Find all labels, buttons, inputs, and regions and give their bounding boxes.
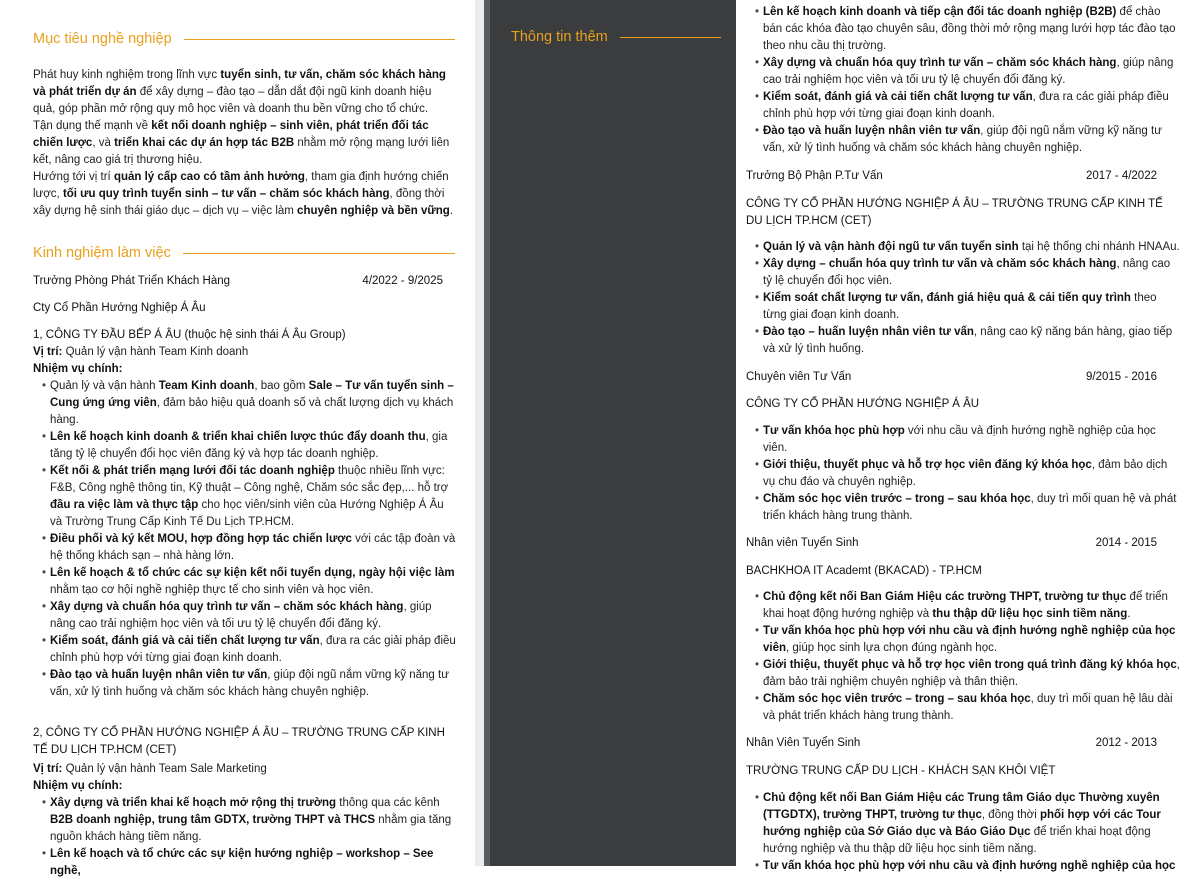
job-title: Nhân viên Tuyển Sinh — [746, 537, 859, 549]
job-title: Nhân Viên Tuyển Sinh — [746, 737, 861, 749]
position-line — [33, 761, 453, 778]
bullet-item: • Xây dựng và chuẩn hóa quy trình tư vấn – chăm sóc khách hàng, giúp nâng cao trải nghiệm học viên và tối ưu tỷ lệ chuyển đổi đăng ký. — [746, 55, 1182, 89]
section-title: Thông tin thêm — [511, 29, 608, 45]
duty-line — [33, 778, 453, 795]
company-name: Cty Cổ Phần Hướng Nghiệp Á Âu — [33, 302, 206, 314]
bullet-item: • Xây dựng và triển khai kế hoạch mở rộng thị trường thông qua các kênh B2B doanh nghiệp, trung tâm GDTX, trường THPT và THCS nhằm gia tăng nguồn khách hàng tiềm năng. — [33, 795, 457, 846]
job-dates: 9/2015 - 2016 — [1086, 371, 1157, 383]
position-line — [33, 344, 453, 361]
job-row — [746, 737, 1157, 749]
bullet-item: • Tư vấn khóa học phù hợp với nhu cầu và định hướng nghề nghiệp của học — [746, 858, 1182, 875]
duty-list — [746, 4, 1182, 157]
position-label: Vị trí: — [33, 763, 63, 775]
bullet-item: • Kết nối & phát triển mạng lưới đối tác doanh nghiệp thuộc nhiều lĩnh vực: F&B, Công nghệ thông tin, Kỹ thuật – Công nghệ, Chăm sóc sắc đẹp,... hỗ trợ đầu ra việc làm và thực tập cho học viên/sinh viên của Hướng Nghiệp Á Âu và Trường Trung Cấp Kinh Tế Du Lịch TP.HCM. — [33, 463, 457, 531]
bullet-item: • Chủ động kết nối Ban Giám Hiệu các trường THPT, trường tư thục để triển khai hoạt động hướng nghiệp và thu thập dữ liệu học sinh tiềm năng. — [746, 589, 1182, 623]
position-value: Quản lý vận hành Team Sale Marketing — [62, 763, 267, 775]
job-dates: 2017 - 4/2022 — [1086, 170, 1157, 182]
career-goal-paragraph: Hướng tới vị trí quản lý cấp cao có tầm ảnh hưởng, tham gia định hướng chiến lược, tối ưu quy trình tuyển sinh – tư vấn – chăm sóc khách hàng, đồng thời xây dựng hệ sinh thái giáo dục – dịch vụ – việc làm chuyên nghiệp và bền vững. — [33, 171, 453, 217]
right-page — [736, 0, 1189, 872]
bullet-item: • Lên kế hoạch và tổ chức các sự kiện hướng nghiệp – workshop – See nghề, — [33, 846, 457, 880]
experience-header — [33, 245, 455, 261]
bullet-item: • Kiểm soát, đánh giá và cải tiến chất lượng tư vấn, đưa ra các giải pháp điều chỉnh phù hợp với từng giai đoạn kinh doanh. — [33, 633, 457, 667]
section-title: Mục tiêu nghề nghiệp — [33, 31, 172, 47]
career-goal-text — [33, 67, 453, 220]
bullet-item: • Lên kế hoạch kinh doanh và tiếp cận đối tác doanh nghiệp (B2B) để chào bán các khóa đào tạo chuyên sâu, đồng thời mở rộng mạng lưới hợp tác đào tạo theo nhu cầu thị trường. — [746, 4, 1182, 55]
career-goal-header — [33, 31, 455, 47]
page-gap — [475, 0, 484, 866]
position-value: Quản lý vận hành Team Kinh doanh — [62, 346, 249, 358]
bullet-item: • Đào tạo và huấn luyện nhân viên tư vấn, giúp đội ngũ nắm vững kỹ năng tư vấn, xử lý tình huống và chăm sóc khách hàng chuyên nghiệp. — [746, 123, 1182, 157]
duty-list — [33, 378, 457, 701]
bullet-item: • Đào tạo và huấn luyện nhân viên tư vấn, giúp đội ngũ nắm vững kỹ năng tư vấn, xử lý tình huống và chăm sóc khách hàng chuyên nghiệp. — [33, 667, 457, 701]
bullet-item: • Tư vấn khóa học phù hợp với nhu cầu và định hướng nghề nghiệp của học viên. — [746, 423, 1182, 457]
duty-label: Nhiệm vụ chính: — [33, 363, 123, 375]
job-row — [746, 170, 1157, 182]
bullet-item: • Chăm sóc học viên trước – trong – sau khóa học, duy trì mối quan hệ và phát triển khách hàng trung thành. — [746, 491, 1182, 525]
sidebar-column — [484, 0, 736, 866]
job-dates: 2012 - 2013 — [1095, 737, 1157, 749]
company-name: CÔNG TY CỔ PHẦN HƯỚNG NGHIỆP Á ÂU — [746, 398, 980, 410]
section-divider — [183, 253, 455, 254]
duty-list — [746, 790, 1182, 875]
bullet-item: • Xây dựng và chuẩn hóa quy trình tư vấn – chăm sóc khách hàng, giúp nâng cao trải nghiệm học viên và tối ưu tỷ lệ chuyển đổi đăng ký. — [33, 599, 457, 633]
bullet-item: • Giới thiệu, thuyết phục và hỗ trợ học viên đăng ký khóa học, đảm bảo dịch vụ chu đáo và chuyên nghiệp. — [746, 457, 1182, 491]
job-dates: 2014 - 2015 — [1095, 537, 1157, 549]
sidebar-edge — [484, 0, 490, 866]
bullet-item: • Điều phối và ký kết MOU, hợp đồng hợp tác chiến lược với các tập đoàn và hệ thống khách sạn – nhà hàng lớn. — [33, 531, 457, 565]
bullet-item: • Quản lý và vận hành Team Kinh doanh, bao gồm Sale – Tư vấn tuyển sinh – Cung ứng ứng viên, đảm bảo hiệu quả doanh số và chất lượng dịch vụ khách hàng. — [33, 378, 457, 429]
job-row — [746, 537, 1157, 549]
bullet-item: • Chủ động kết nối Ban Giám Hiệu các Trung tâm Giáo dục Thường xuyên (TTGDTX), trường THPT, trường tư thục, đồng thời phối hợp với các Tour hướng nghiệp của Sở Giáo dục và Báo Giáo Dục để triển khai hoạt động hướng nghiệp và thu thập dữ liệu học sinh tiềm năng. — [746, 790, 1182, 858]
duty-list — [746, 423, 1182, 525]
company-name: BACHKHOA IT Academt (BKACAD) - TP.HCM — [746, 565, 982, 577]
bullet-item: • Đào tạo – huấn luyện nhân viên tư vấn, nâng cao kỹ năng bán hàng, giao tiếp và xử lý tình huống. — [746, 324, 1182, 358]
unit-heading: 1, CÔNG TY ĐẦU BẾP Á ÂU (thuộc hệ sinh thái Á Âu Group) — [33, 329, 346, 341]
left-page — [0, 0, 475, 877]
job-title: Chuyên viên Tư Vấn — [746, 371, 852, 383]
unit-heading: 2, CÔNG TY CỔ PHẦN HƯỚNG NGHIỆP Á ÂU – TRƯỜNG TRUNG CẤP KINH TẾ DU LỊCH TP.HCM (CET) — [33, 727, 445, 756]
bullet-item: • Kiểm soát chất lượng tư vấn, đánh giá hiệu quả & cải tiến quy trình theo từng giai đoạn kinh doanh. — [746, 290, 1182, 324]
company-name: CÔNG TY CỔ PHẦN HƯỚNG NGHIỆP Á ÂU – TRƯỜNG TRUNG CẤP KINH TẾ DU LỊCH TP.HCM (CET) — [746, 198, 1163, 227]
job-title: Trưởng Phòng Phát Triển Khách Hàng — [33, 275, 231, 287]
duty-line — [33, 361, 453, 378]
bullet-item: • Giới thiệu, thuyết phục và hỗ trợ học viên trong quá trình đăng ký khóa học, đảm bảo trải nghiệm chuyên nghiệp và thân thiện. — [746, 657, 1182, 691]
duty-list — [33, 795, 457, 880]
bullet-item: • Chăm sóc học viên trước – trong – sau khóa học, duy trì mối quan hệ lâu dài và phát triển khách hàng trung thành. — [746, 691, 1182, 725]
duty-label: Nhiệm vụ chính: — [33, 780, 123, 792]
career-goal-paragraph: Phát huy kinh nghiệm trong lĩnh vực tuyển sinh, tư vấn, chăm sóc khách hàng và phát triển dự án để xây dựng – đào tạo – dẫn dắt đội ngũ kinh doanh hiệu quả, góp phần mở rộng quy mô học viên và doanh thu bền vững cho tổ chức. — [33, 69, 446, 115]
job-row — [33, 275, 443, 287]
bullet-item: • Lên kế hoạch kinh doanh & triển khai chiến lược thúc đẩy doanh thu, gia tăng tỷ lệ chuyển đổi học viên đăng ký và hợp tác doanh nghiệp. — [33, 429, 457, 463]
bullet-item: • Lên kế hoạch & tổ chức các sự kiện kết nối tuyển dụng, ngày hội việc làm nhằm tạo cơ hội nghề nghiệp thực tế cho sinh viên và học viên. — [33, 565, 457, 599]
section-divider — [620, 37, 721, 38]
bullet-item: • Xây dựng – chuẩn hóa quy trình tư vấn và chăm sóc khách hàng, nâng cao tỷ lệ chuyển đổi học viên. — [746, 256, 1182, 290]
job-dates: 4/2022 - 9/2025 — [362, 275, 443, 287]
section-title: Kinh nghiệm làm việc — [33, 245, 171, 261]
job-row — [746, 371, 1157, 383]
job-title: Trưởng Bộ Phận P.Tư Vấn — [746, 170, 883, 182]
extra-info-header — [511, 29, 721, 45]
position-label: Vị trí: — [33, 346, 63, 358]
duty-list — [746, 589, 1182, 725]
bullet-item: • Quản lý và vận hành đội ngũ tư vấn tuyển sinh tại hệ thống chi nhánh HNAAu. — [746, 239, 1182, 256]
duty-list — [746, 239, 1182, 358]
bullet-item: • Tư vấn khóa học phù hợp với nhu cầu và định hướng nghề nghiệp của học viên, giúp học sinh lựa chọn đúng ngành học. — [746, 623, 1182, 657]
career-goal-paragraph: Tận dụng thế mạnh về kết nối doanh nghiệp – sinh viên, phát triển đối tác chiến lược, và triển khai các dự án hợp tác B2B nhằm mở rộng mạng lưới liên kết, nâng cao giá trị thương hiệu. — [33, 120, 450, 166]
company-name: TRƯỜNG TRUNG CẤP DU LỊCH - KHÁCH SẠN KHÔI VIỆT — [746, 765, 1056, 777]
bullet-item: • Kiểm soát, đánh giá và cải tiến chất lượng tư vấn, đưa ra các giải pháp điều chỉnh phù hợp với từng giai đoạn kinh doanh. — [746, 89, 1182, 123]
section-divider — [184, 39, 455, 40]
